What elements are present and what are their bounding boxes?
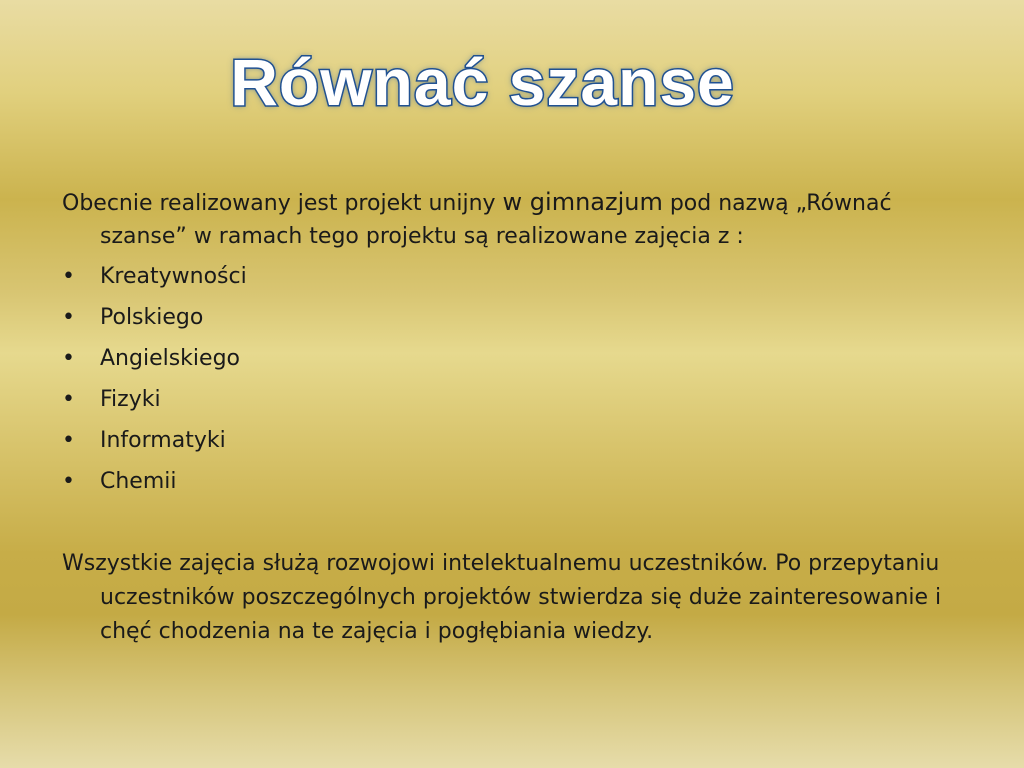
subject-label: Fizyki bbox=[100, 387, 161, 412]
intro-text-part2: w gimnazjum bbox=[502, 188, 663, 216]
subject-label: Informatyki bbox=[100, 428, 226, 453]
list-item bbox=[62, 383, 962, 424]
subject-label: Angielskiego bbox=[100, 346, 240, 371]
subject-list bbox=[62, 260, 962, 506]
slide-title: Równać szanse bbox=[230, 45, 735, 119]
intro-paragraph bbox=[62, 186, 962, 253]
subject-label: Kreatywności bbox=[100, 264, 247, 289]
intro-text-part1: Obecnie realizowany jest projekt unijny bbox=[62, 191, 503, 216]
slide-body bbox=[62, 186, 962, 649]
bullet-icon: • bbox=[62, 264, 75, 289]
intro-text-part3: pod nazwą „Równać szanse” w ramach tego projektu są realizowane zajęcia z : bbox=[100, 191, 892, 249]
list-item bbox=[62, 424, 962, 465]
list-item bbox=[62, 260, 962, 301]
bullet-icon: • bbox=[62, 387, 75, 412]
list-item bbox=[62, 342, 962, 383]
list-item bbox=[62, 465, 962, 506]
bullet-icon: • bbox=[62, 428, 75, 453]
bullet-icon: • bbox=[62, 469, 75, 494]
subject-label: Polskiego bbox=[100, 305, 204, 330]
conclusion-paragraph: Wszystkie zajęcia służą rozwojowi intelektualnemu uczestników. Po przepytaniu uczestników poszczególnych projektów stwierdza się duże zainteresowanie i chęć chodzenia na te zajęcia i pogłębiania wiedzy. bbox=[62, 551, 942, 644]
bullet-icon: • bbox=[62, 346, 75, 371]
subject-label: Chemii bbox=[100, 469, 177, 494]
bullet-icon: • bbox=[62, 305, 75, 330]
list-item bbox=[62, 301, 962, 342]
